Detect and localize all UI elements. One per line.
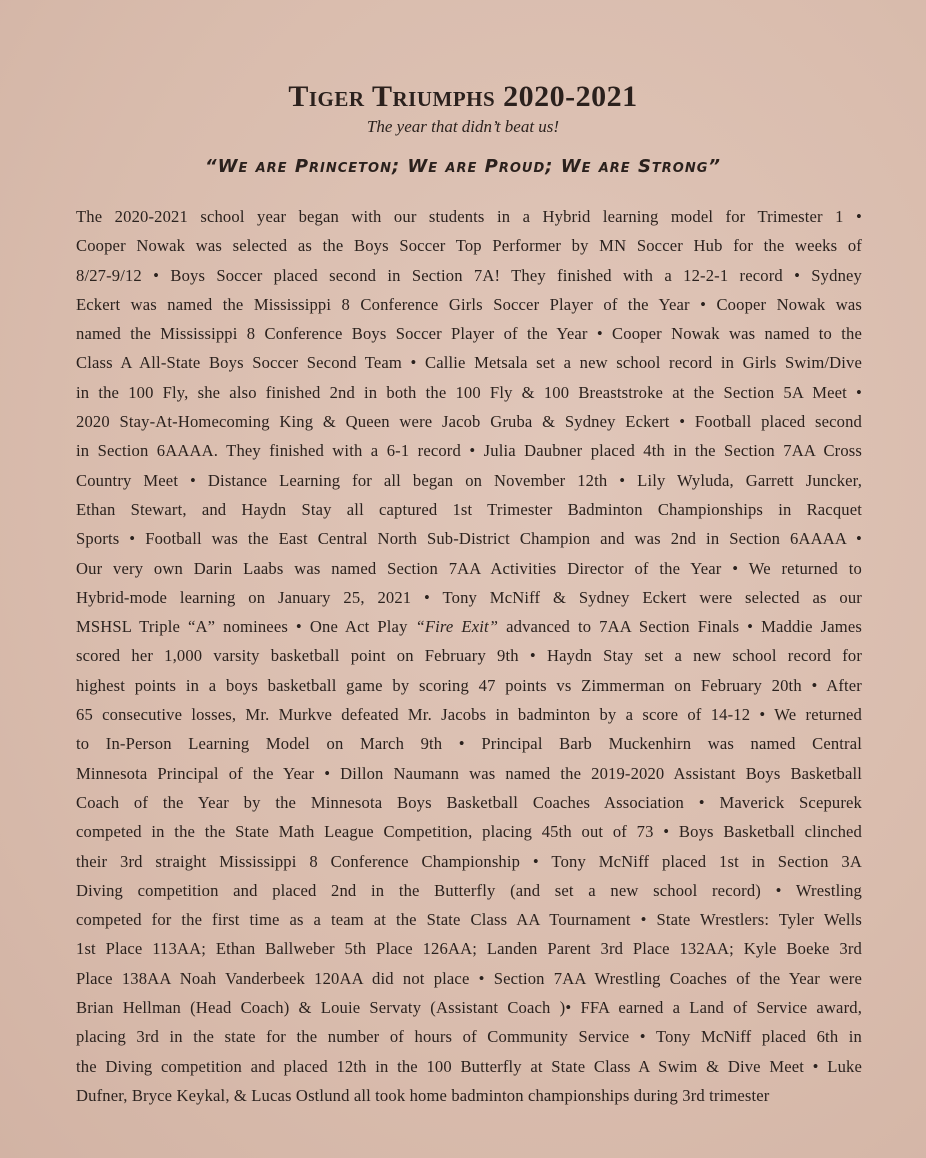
- text-line: 8/27-9/12 • Boys Soccer placed second in Section 7A! They finished with a 12-2-1 record • Sydney: [76, 265, 862, 285]
- page-subtitle: The year that didn’t beat us!: [366, 117, 560, 136]
- text-line: in Section 6AAAA. They finished with a 6-1 record • Julia Daubner placed 4th in the Section 7AA Cross: [76, 441, 862, 461]
- text-line: Our very own Darin Laabs was named Section 7AA Activities Director of the Year • We returned to: [76, 558, 862, 578]
- text-segment: MSHSL Triple “A” nominees • One Act Play: [76, 617, 416, 637]
- text-line: Class A All-State Boys Soccer Second Team • Callie Metsala set a new school record in Girls Swim/Dive: [76, 353, 862, 373]
- play-title: “Fire Exit”: [415, 617, 499, 637]
- text-line: Dufner, Bryce Keykal, & Lucas Ostlund all took home badminton championships during 3rd trimester: [76, 1085, 770, 1105]
- text-line: The 2020-2021 school year began with our students in a Hybrid learning model for Trimester 1 •: [76, 207, 862, 226]
- text-line: Coach of the Year by the Minnesota Boys Basketball Coaches Association • Maverick Scepurek: [76, 792, 862, 812]
- text-line: highest points in a boys basketball game by scoring 47 points vs Zimmerman on February 20th • After: [76, 675, 862, 695]
- text-line: Hybrid-mode learning on January 25, 2021 • Tony McNiff & Sydney Eckert were selected as our: [76, 587, 862, 607]
- text-line: Cooper Nowak was selected as the Boys Soccer Top Performer by MN Soccer Hub for the weeks of: [76, 236, 862, 256]
- text-line: competed in the the State Math League Competition, placing 45th out of 73 • Boys Basketball clinched: [76, 822, 862, 842]
- text-line: named the Mississippi 8 Conference Boys Soccer Player of the Year • Cooper Nowak was named to the: [76, 324, 862, 344]
- text-line: Diving competition and placed 2nd in the Butterfly (and set a new school record) • Wrestling: [76, 880, 862, 900]
- text-line: Brian Hellman (Head Coach) & Louie Servaty (Assistant Coach )• FFA earned a Land of Service award,: [76, 998, 862, 1018]
- achievements-paragraph: [76, 202, 862, 1110]
- text-line: Minnesota Principal of the Year • Dillon Naumann was named the 2019-2020 Assistant Boys Basketball: [76, 763, 862, 783]
- text-line: Ethan Stewart, and Haydn Stay all captured 1st Trimester Badminton Championships in Racquet: [76, 499, 862, 519]
- page-title: Tiger Triumphs 2020-2021: [288, 80, 638, 113]
- text-line: scored her 1,000 varsity basketball point on February 9th • Haydn Stay set a new school record for: [76, 646, 862, 666]
- text-line: 2020 Stay-At-Homecoming King & Queen were Jacob Gruba & Sydney Eckert • Football placed second: [76, 412, 862, 432]
- text-line: 1st Place 113AA; Ethan Ballweber 5th Place 126AA; Landen Parent 3rd Place 132AA; Kyle Boeke 3rd: [76, 939, 862, 959]
- text-segment: advanced to 7AA Section Finals • Maddie James: [498, 617, 862, 637]
- text-line: their 3rd straight Mississippi 8 Conference Championship • Tony McNiff placed 1st in Section 3A: [76, 851, 862, 871]
- text-line: Sports • Football was the East Central North Sub-District Champion and was 2nd in Section 6AAAA •: [76, 529, 862, 549]
- school-motto: “We are Princeton; We are Proud; We are Strong”: [205, 156, 721, 177]
- text-line: to In-Person Learning Model on March 9th • Principal Barb Muckenhirn was named Central: [76, 734, 862, 754]
- text-line: competed for the first time as a team at the State Class AA Tournament • State Wrestlers: Tyler Wells: [76, 910, 862, 930]
- text-line: 65 consecutive losses, Mr. Murkve defeated Mr. Jacobs in badminton by a score of 14-12 • We returned: [76, 705, 862, 725]
- text-line: placing 3rd in the state for the number of hours of Community Service • Tony McNiff placed 6th in: [76, 1027, 862, 1047]
- text-line: Country Meet • Distance Learning for all began on November 12th • Lily Wyluda, Garrett Juncker,: [76, 470, 862, 490]
- text-line-with-play-title: [76, 612, 862, 641]
- text-line: Eckert was named the Mississippi 8 Conference Girls Soccer Player of the Year • Cooper Nowak was: [76, 294, 862, 314]
- text-line: in the 100 Fly, she also finished 2nd in both the 100 Fly & 100 Breaststroke at the Section 5A Meet •: [76, 382, 862, 402]
- text-line: the Diving competition and placed 12th in the 100 Butterfly at State Class A Swim & Dive Meet • Luke: [76, 1056, 862, 1076]
- text-line: Place 138AA Noah Vanderbeek 120AA did not place • Section 7AA Wrestling Coaches of the Year were: [76, 968, 862, 988]
